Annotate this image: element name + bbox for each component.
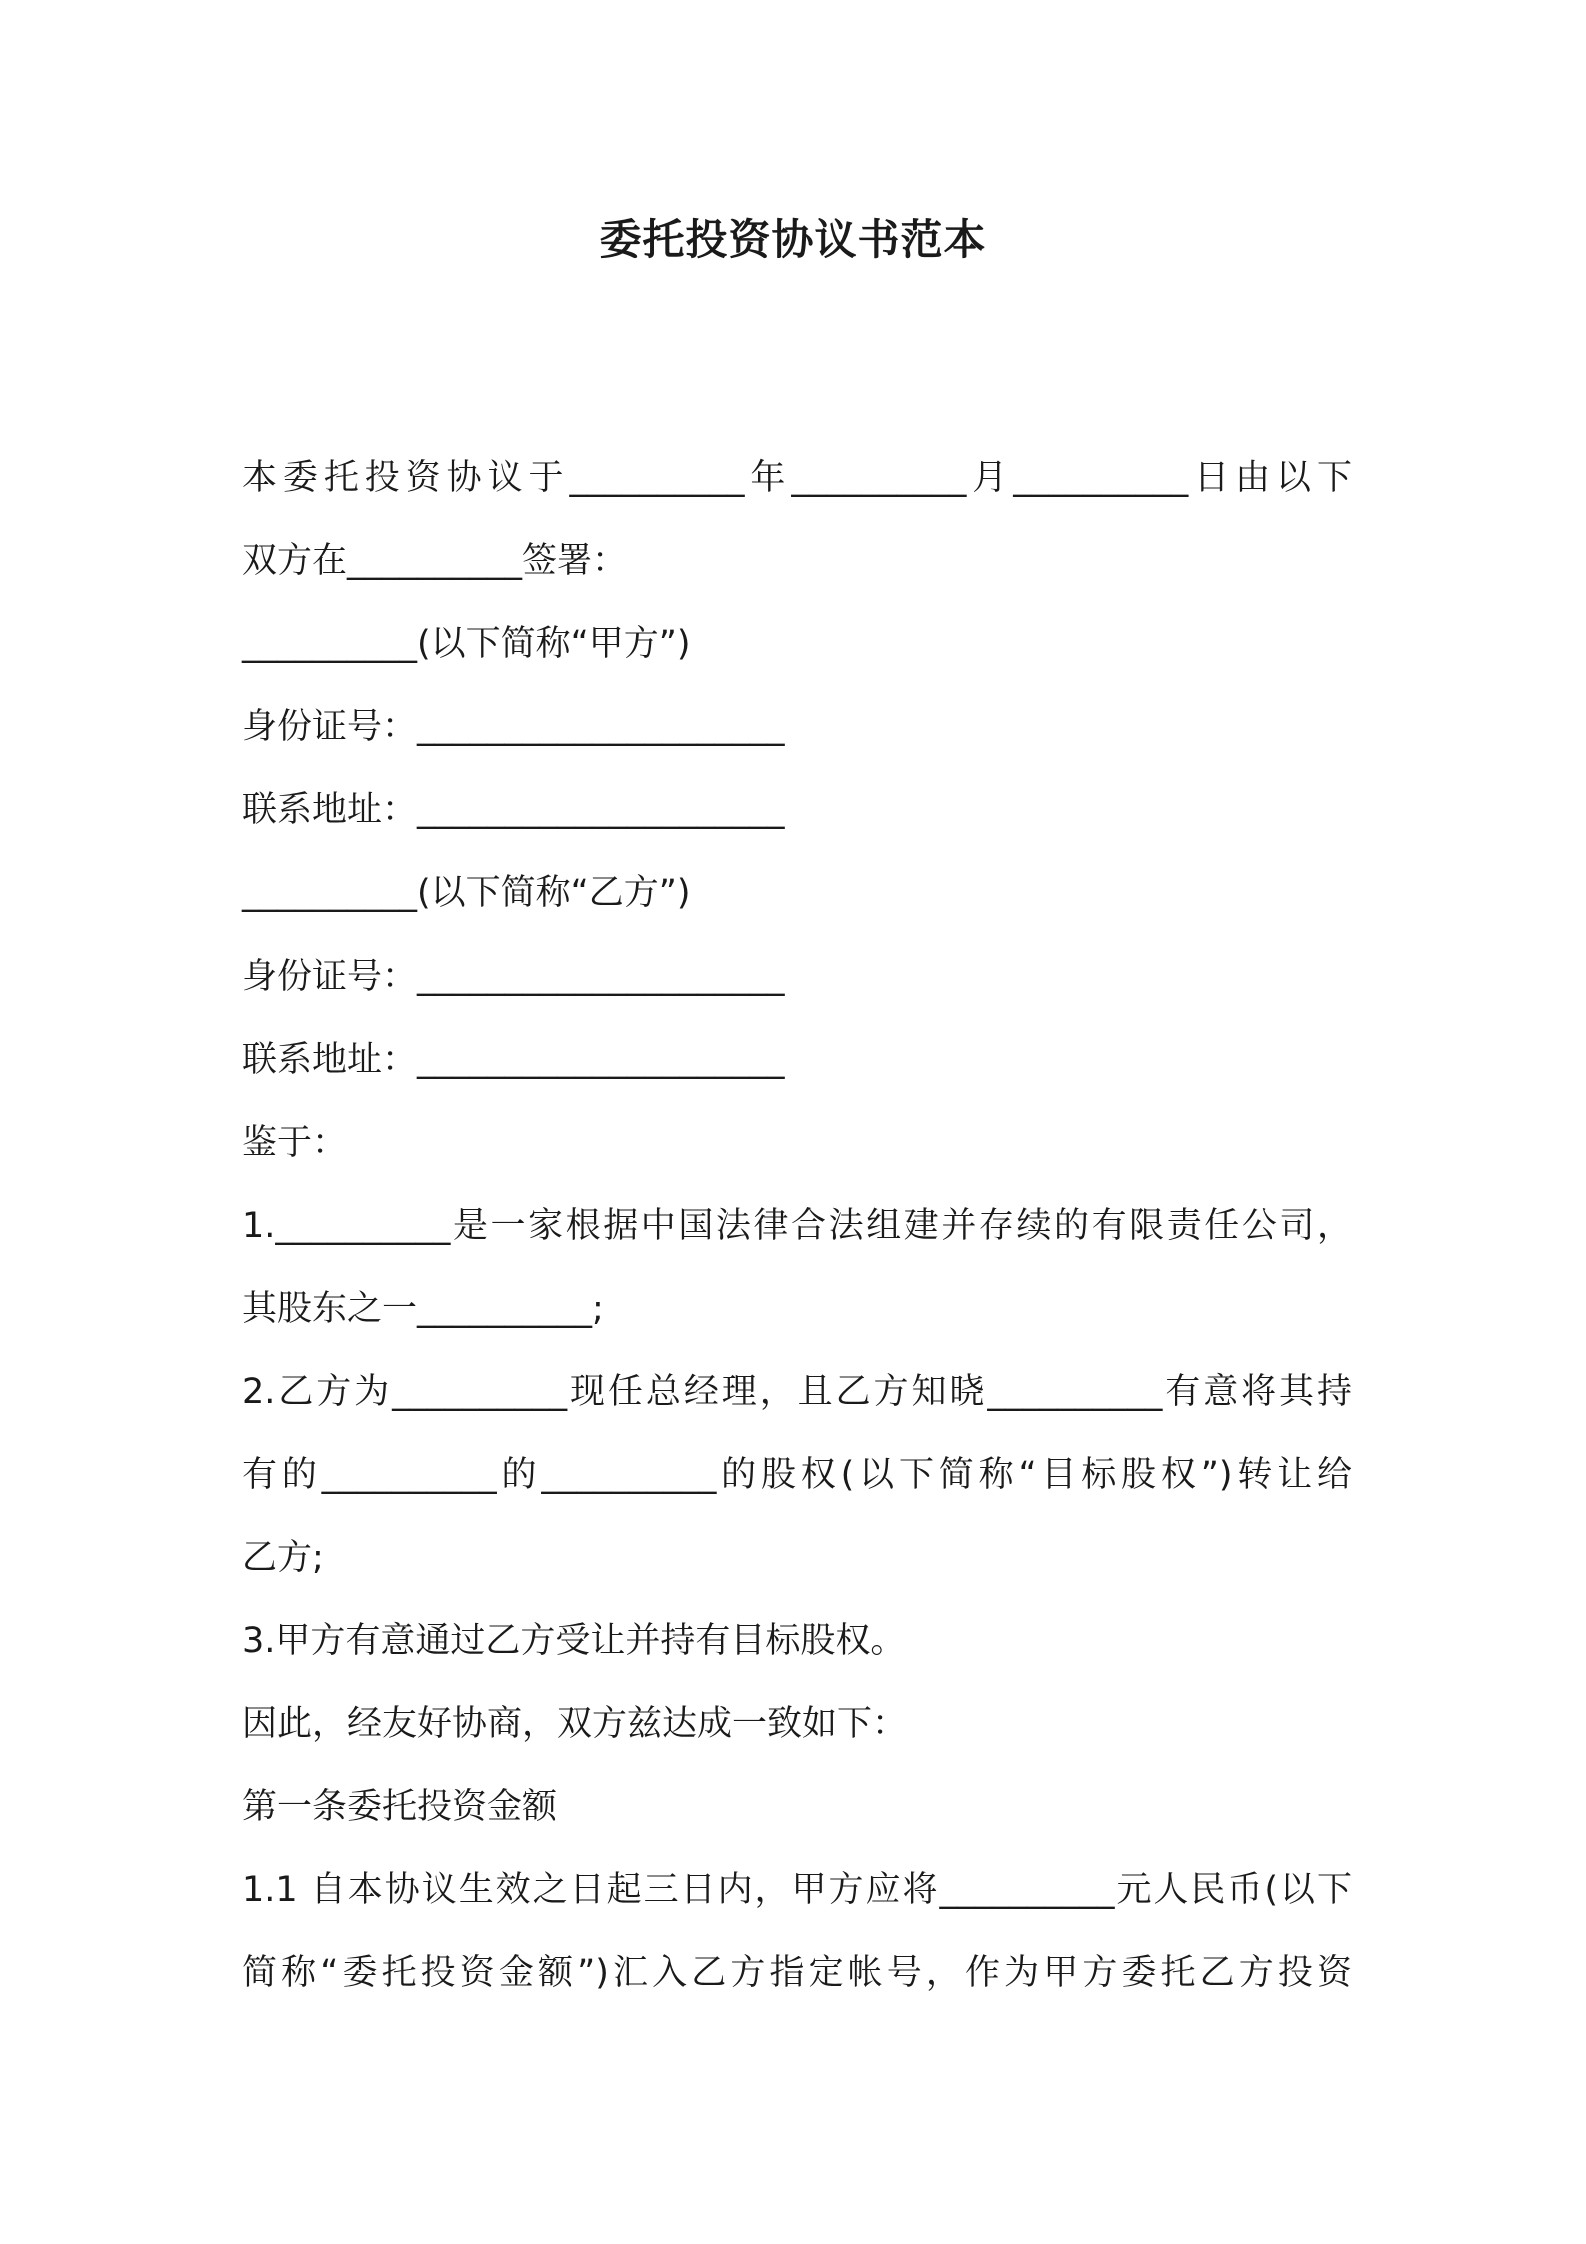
line-date-intro: 本委托投资协议于__________年__________月__________日由以下 xyxy=(242,458,1352,498)
line-recital-2b: 有的__________的__________的股权(以下简称“目标股权”)转让给 xyxy=(242,1455,1352,1495)
line-party-b: __________(以下简称“乙方”) xyxy=(242,873,691,913)
line-party-b-address: 联系地址：_____________________ xyxy=(242,1040,785,1080)
line-party-b-id: 身份证号：_____________________ xyxy=(242,957,785,997)
line-party-a: __________(以下简称“甲方”) xyxy=(242,624,691,664)
line-party-a-address: 联系地址：_____________________ xyxy=(242,790,785,830)
line-article-1-heading: 第一条委托投资金额 xyxy=(242,1787,558,1827)
line-clause-1-1b: 简称“委托投资金额”)汇入乙方指定帐号，作为甲方委托乙方投资 xyxy=(242,1953,1352,1993)
line-signing-place: 双方在__________签署： xyxy=(242,541,628,581)
line-recital-1b: 其股东之一__________; xyxy=(242,1289,604,1329)
line-recital-2a: 2.乙方为__________现任总经理，且乙方知晓__________有意将其持 xyxy=(242,1372,1352,1412)
line-agreement-intro: 因此，经友好协商，双方兹达成一致如下： xyxy=(242,1704,908,1744)
line-recital-3: 3.甲方有意通过乙方受让并持有目标股权。 xyxy=(242,1621,906,1661)
line-party-a-id: 身份证号：_____________________ xyxy=(242,707,785,747)
line-recital-2c: 乙方; xyxy=(242,1538,324,1578)
document-title: 委托投资协议书范本 xyxy=(599,215,987,264)
line-whereas: 鉴于： xyxy=(242,1123,348,1163)
line-recital-1a: 1.__________是一家根据中国法律合法组建并存续的有限责任公司， xyxy=(242,1206,1352,1246)
line-clause-1-1a: 1.1 自本协议生效之日起三日内，甲方应将__________元人民币(以下 xyxy=(242,1870,1352,1910)
